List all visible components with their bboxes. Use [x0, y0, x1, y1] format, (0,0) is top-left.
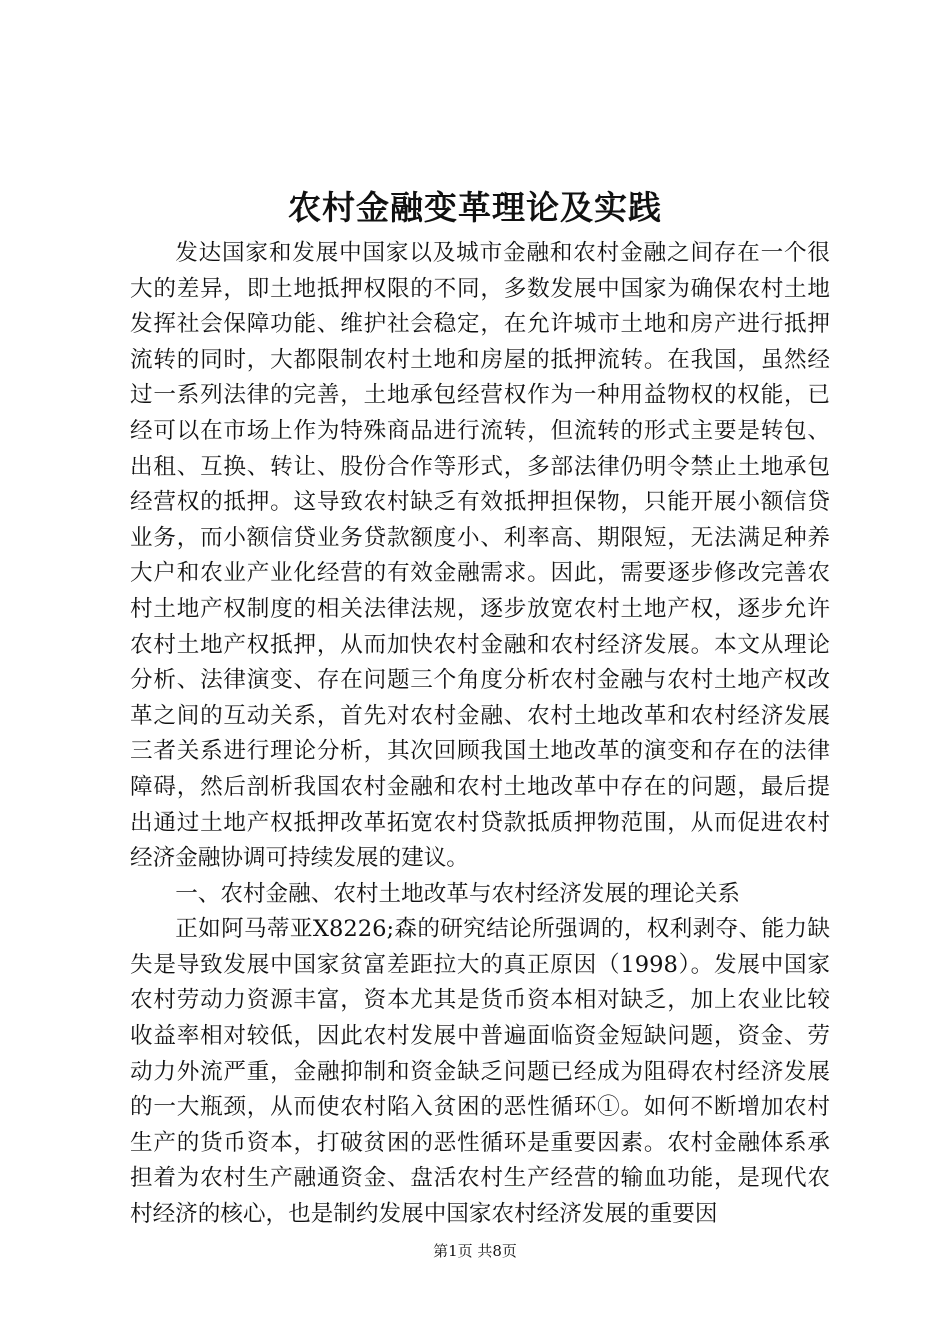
document-body — [130, 236, 830, 1233]
document-title: 农村金融变革理论及实践 — [288, 188, 662, 227]
page-footer: 第1页 共8页 — [433, 1242, 517, 1260]
paragraph-section-one: 正如阿马蒂亚X8226;森的研究结论所强调的，权利剥夺、能力缺失是导致发展中国家贫富差距拉大的真正原因（1998）。发展中国家农村劳动力资源丰富，资本尤其是货币资本相对缺乏，加上农业比较收益率相对较低，因此农村发展中普遍面临资金短缺问题，资金、劳动力外流严重，金融抑制和资金缺乏问题已经成为阻碍农村经济发展的一大瓶颈，从而使农村陷入贫困的恶性循环①。如何不断增加农村生产的货币资本，打破贫困的恶性循环是重要因素。农村金融体系承担着为农村生产融通资金、盘活农村生产经营的输血功能，是现代农村经济的核心，也是制约发展中国家农村经济发展的重要因 — [130, 916, 830, 1228]
paragraph-intro: 发达国家和发展中国家以及城市金融和农村金融之间存在一个很大的差异，即土地抵押权限的不同，多数发展中国家为确保农村土地发挥社会保障功能、维护社会稳定，在允许城市土地和房产进行抵押流转的同时，大都限制农村土地和房屋的抵押流转。在我国，虽然经过一系列法律的完善，土地承包经营权作为一种用益物权的权能，已经可以在市场上作为特殊商品进行流转，但流转的形式主要是转包、出租、互换、转让、股份合作等形式，多部法律仍明令禁止土地承包经营权的抵押。这导致农村缺乏有效抵押担保物，只能开展小额信贷业务，而小额信贷业务贷款额度小、利率高、期限短，无法满足种养大户和农业产业化经营的有效金融需求。因此，需要逐步修改完善农村土地产权制度的相关法律法规，逐步放宽农村土地产权，逐步允许农村土地产权抵押，从而加快农村金融和农村经济发展。本文从理论分析、法律演变、存在问题三个角度分析农村金融与农村土地产权改革之间的互动关系，首先对农村金融、农村土地改革和农村经济发展三者关系进行理论分析，其次回顾我国土地改革的演变和存在的法律障碍，然后剖析我国农村金融和农村土地改革中存在的问题，最后提出通过土地产权抵押改革拓宽农村贷款抵质押物范围，从而促进农村经济金融协调可持续发展的建议。 — [130, 240, 830, 872]
section-heading: 一、农村金融、农村土地改革与农村经济发展的理论关系 — [175, 880, 741, 907]
